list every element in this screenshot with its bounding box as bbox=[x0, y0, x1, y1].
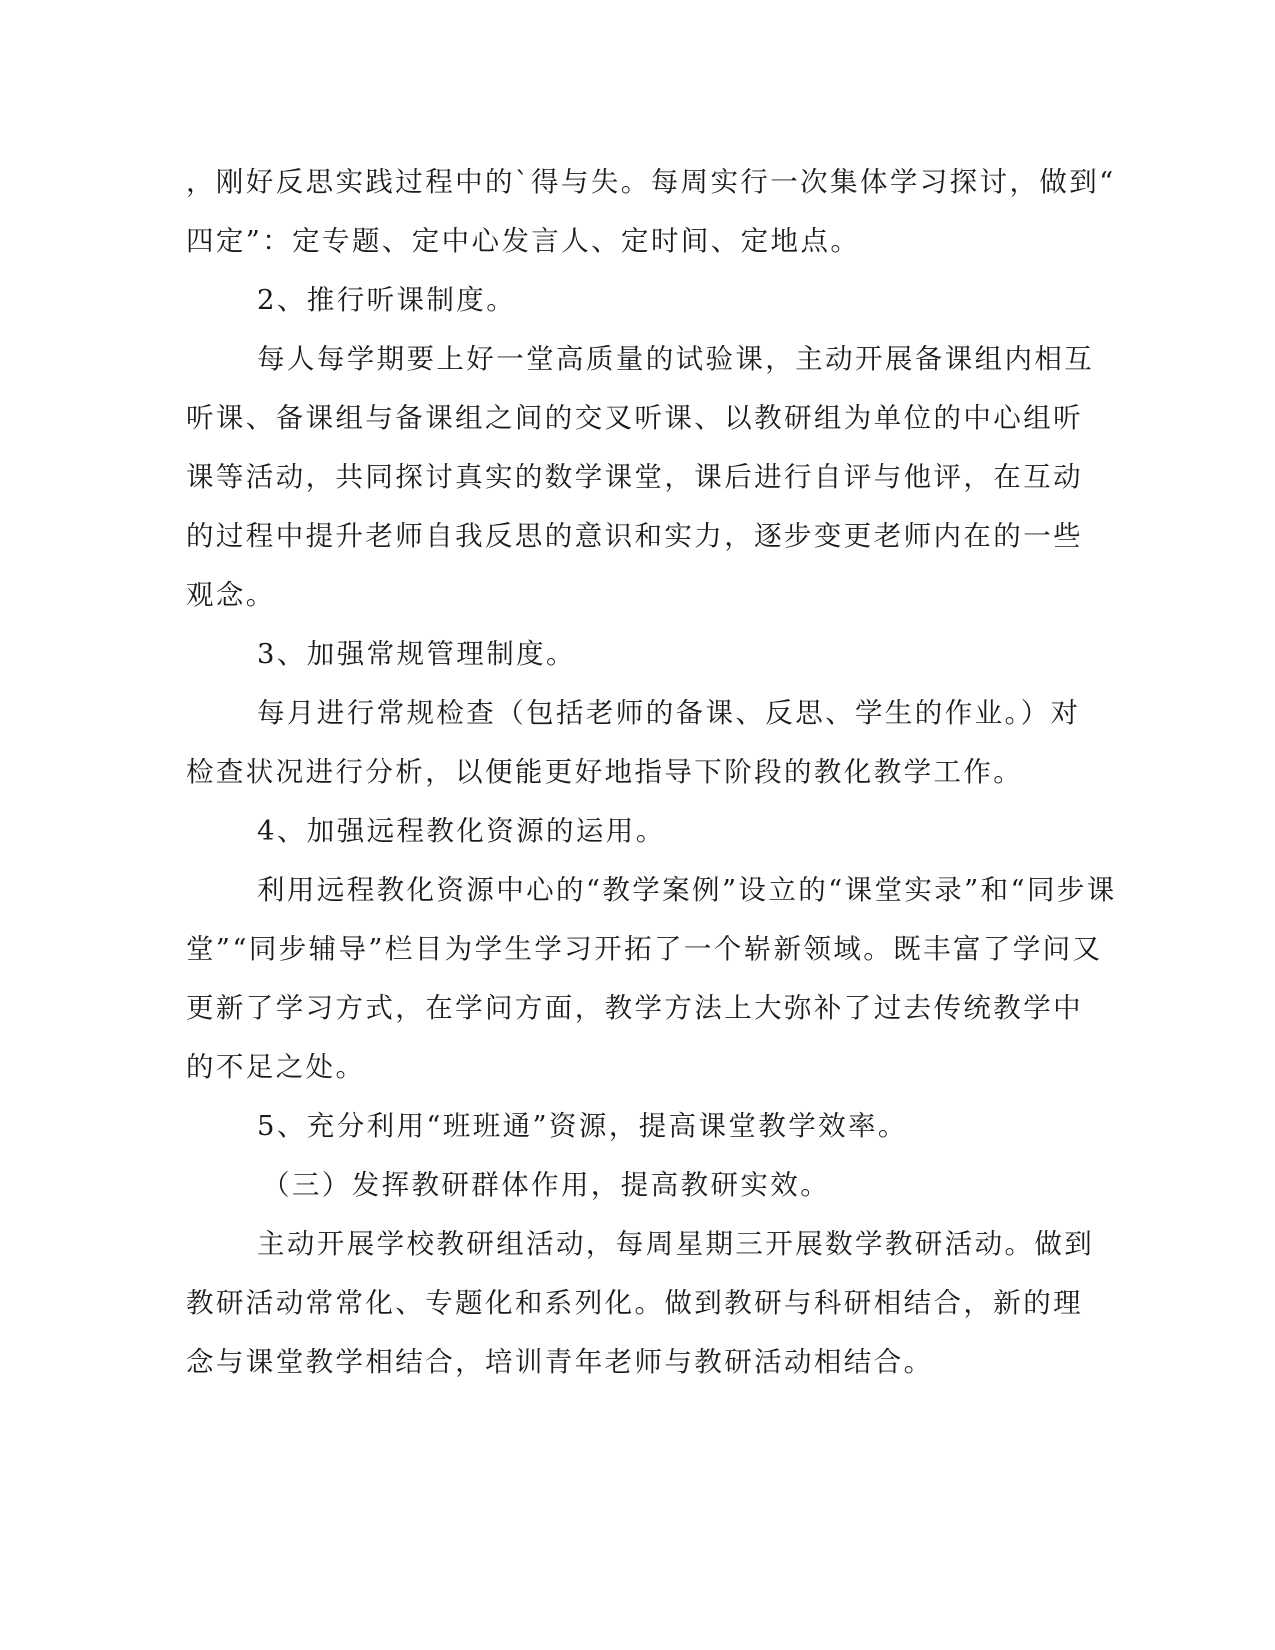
paragraph-line: 检查状况进行分析，以便能更好地指导下阶段的教化教学工作。 bbox=[186, 756, 1024, 788]
paragraph-line: 的过程中提升老师自我反思的意识和实力，逐步变更老师内在的一些 bbox=[186, 520, 1083, 552]
section-heading-5: 5、充分利用“班班通”资源，提高课堂教学效率。 bbox=[257, 1110, 908, 1142]
section-heading-3: 3、加强常规管理制度。 bbox=[257, 638, 576, 670]
section-heading-4: 4、加强远程教化资源的运用。 bbox=[257, 815, 666, 847]
paragraph-line: 每月进行常规检查（包括老师的备课、反思、学生的作业。）对 bbox=[257, 697, 1081, 729]
section-heading-three: （三）发挥教研群体作用，提高教研实效。 bbox=[262, 1169, 831, 1201]
paragraph-line: 每人每学期要上好一堂高质量的试验课，主动开展备课组内相互 bbox=[257, 343, 1095, 375]
paragraph-line: 课等活动，共同探讨真实的数学课堂，课后进行自评与他评，在互动 bbox=[186, 461, 1083, 493]
paragraph-line: 观念。 bbox=[186, 579, 276, 611]
paragraph-line: 念与课堂教学相结合，培训青年老师与教研活动相结合。 bbox=[186, 1346, 934, 1378]
paragraph-line: 主动开展学校教研组活动，每周星期三开展数学教研活动。做到 bbox=[257, 1228, 1095, 1260]
paragraph-line: ，刚好反思实践过程中的`得与失。每周实行一次集体学习探讨，做到“ bbox=[186, 166, 1116, 198]
paragraph-line: 利用远程教化资源中心的“教学案例”设立的“课堂实录”和“同步课 bbox=[257, 874, 1117, 906]
paragraph-line: 更新了学习方式，在学问方面，教学方法上大弥补了过去传统教学中 bbox=[186, 992, 1083, 1024]
paragraph-line: 的不足之处。 bbox=[186, 1051, 366, 1083]
paragraph-line: 堂”“同步辅导”栏目为学生学习开拓了一个崭新领域。既丰富了学问又 bbox=[186, 933, 1103, 965]
section-heading-2: 2、推行听课制度。 bbox=[257, 284, 517, 316]
paragraph-line: 四定”：定专题、定中心发言人、定时间、定地点。 bbox=[186, 225, 861, 257]
paragraph-line: 教研活动常常化、专题化和系列化。做到教研与科研相结合，新的理 bbox=[186, 1287, 1083, 1319]
paragraph-line: 听课、备课组与备课组之间的交叉听课、以教研组为单位的中心组听 bbox=[186, 402, 1083, 434]
